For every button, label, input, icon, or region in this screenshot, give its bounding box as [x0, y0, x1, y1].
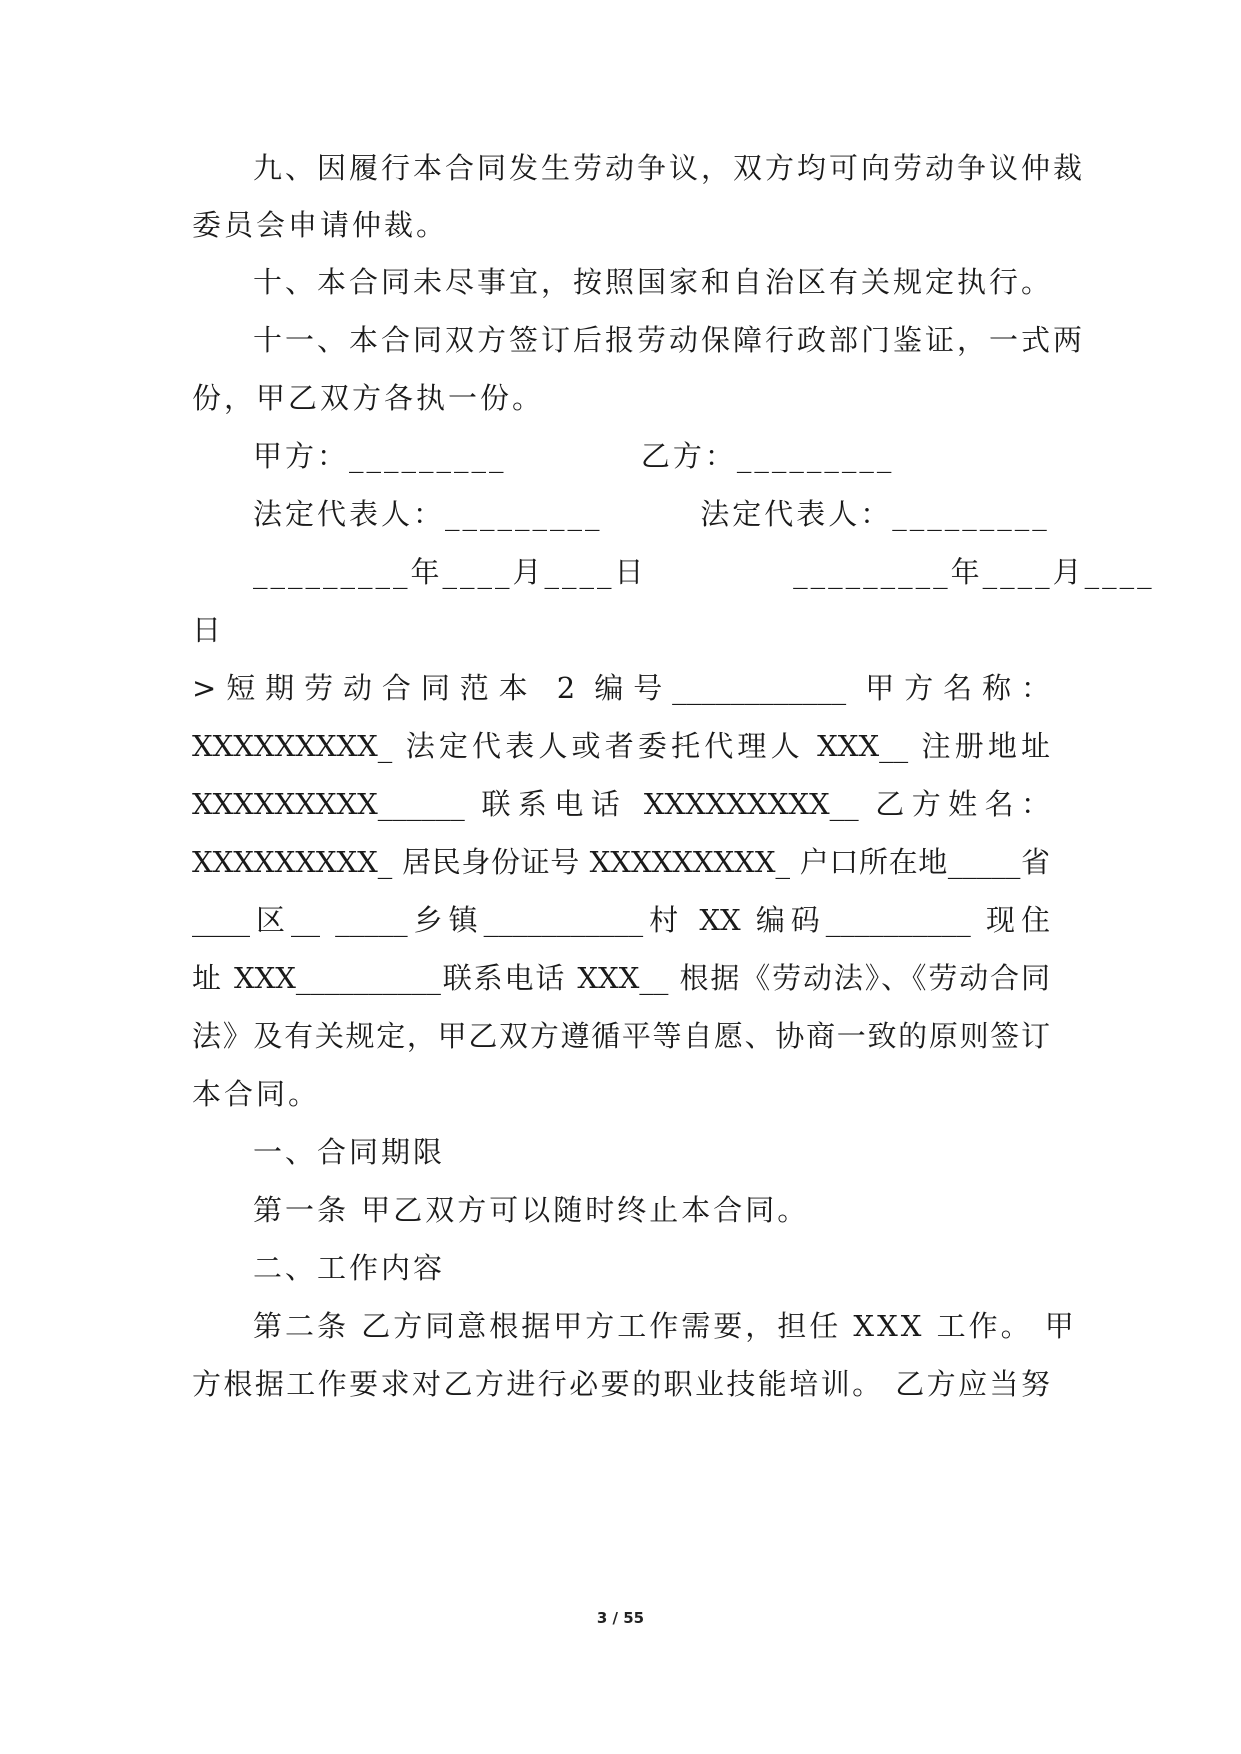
- text-line: 九、因履行本合同发生劳动争议，双方均可向劳动争议仲裁: [253, 151, 1086, 185]
- signature-line-party: 甲方：_________ 乙方：_________: [253, 439, 895, 473]
- clause-heading: 一、合同期限: [253, 1135, 446, 1169]
- text-line: XXXXXXXXX______ 联系电话 XXXXXXXXX__ 乙方姓名：: [192, 787, 1050, 821]
- clause-text: 第一条 甲乙双方可以随时终止本合同。: [253, 1193, 810, 1227]
- text-line: 址 XXX__________联系电话 XXX__ 根据《劳动法》、《劳动合同: [192, 961, 1050, 995]
- text-line: 委员会申请仲裁。: [192, 208, 449, 242]
- text-line: 十、本合同未尽事宜，按照国家和自治区有关规定执行。: [253, 265, 1054, 299]
- section-heading-template-2: >短期劳动合同范本 2 编号____________ 甲方名称：: [192, 671, 1050, 705]
- clause-text: 方根据工作要求对乙方进行必要的职业技能培训。 乙方应当努: [192, 1367, 1050, 1401]
- text-line: 法》及有关规定，甲乙双方遵循平等自愿、协商一致的原则签订: [192, 1019, 1050, 1053]
- text-line: 本合同。: [192, 1077, 321, 1111]
- page-number: 3 / 55: [596, 1609, 645, 1627]
- text-line: 十一、本合同双方签订后报劳动保障行政部门鉴证，一式两: [253, 323, 1086, 357]
- signature-line-date: _________年____月____日 _________年____月____: [253, 555, 1155, 589]
- text-line: 份，甲乙双方各执一份。: [192, 381, 545, 415]
- clause-text: 第二条 乙方同意根据甲方工作需要，担任 XXX 工作。 甲: [253, 1309, 1077, 1343]
- text-line: 日: [192, 613, 225, 647]
- text-line: XXXXXXXXX_ 居民身份证号 XXXXXXXXX_ 户口所在地_____省: [192, 845, 1050, 879]
- text-line: ____区__ _____乡镇___________村 XX 编码__________ 现住: [192, 903, 1050, 937]
- clause-heading: 二、工作内容: [253, 1251, 446, 1285]
- signature-line-representative: 法定代表人：_________ 法定代表人：_________: [253, 497, 1050, 531]
- text-line: XXXXXXXXX_ 法定代表人或者委托代理人 XXX__ 注册地址: [192, 729, 1050, 763]
